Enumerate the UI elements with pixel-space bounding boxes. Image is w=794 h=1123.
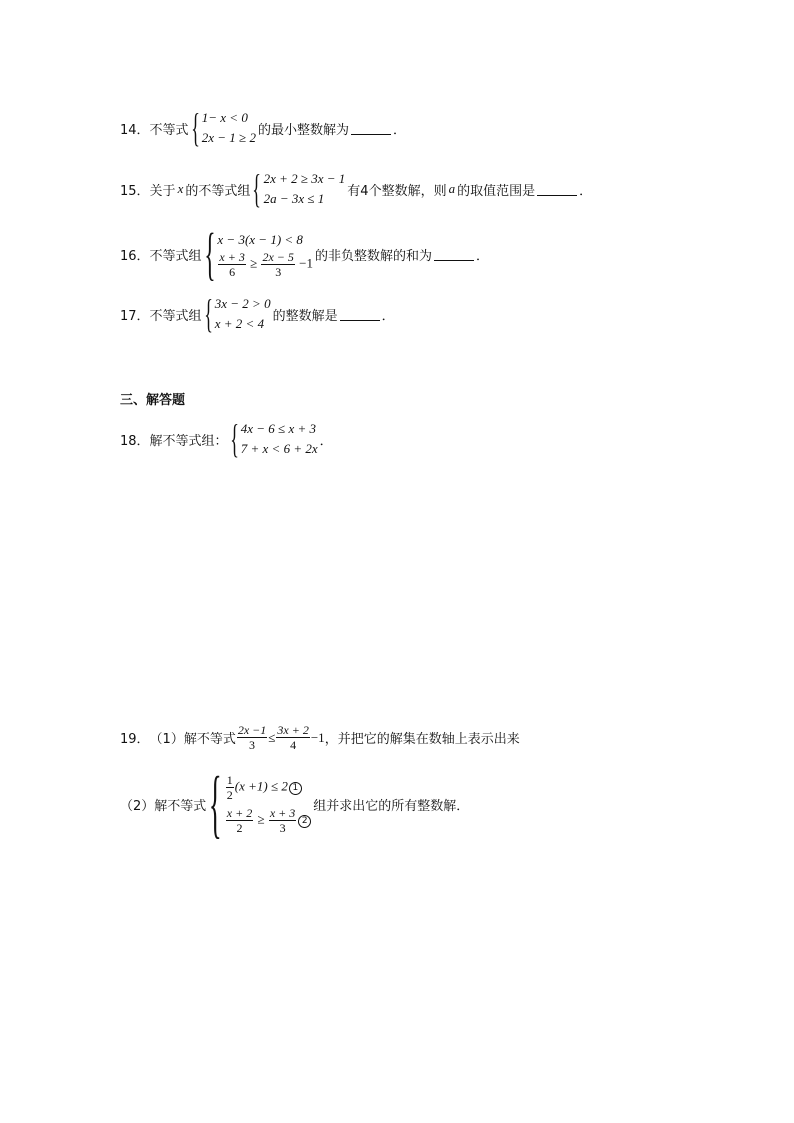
question-text: 的最小整数解为	[257, 122, 349, 138]
fraction	[218, 250, 245, 279]
system-line: x − 3(x − 1) < 8	[217, 231, 303, 247]
left-brace: {	[209, 762, 222, 846]
system-line: 7 + x < 6 + 2x	[240, 441, 318, 456]
question-text: 的整数解是	[272, 308, 338, 324]
left-brace: {	[203, 221, 216, 286]
inequality-system	[190, 105, 256, 150]
variable: a	[448, 181, 456, 196]
question-text: 关于	[149, 183, 176, 199]
operator: ≤	[268, 729, 276, 745]
question-text: 解不等式组：	[149, 433, 228, 449]
question-19-part-1	[120, 723, 520, 752]
inequality-system	[207, 762, 311, 846]
question-text: 的非负整数解的和为	[315, 248, 433, 264]
numerator: 2x −1	[237, 723, 267, 737]
left-brace: {	[203, 291, 213, 336]
numerator: x + 3	[219, 249, 245, 264]
question-text: 组并求出它的所有整数解．	[313, 798, 470, 814]
denominator: 3	[249, 738, 256, 752]
question-number: 14．	[120, 122, 150, 138]
period: ．	[476, 248, 490, 264]
system-line: x + 2 < 4	[214, 316, 265, 331]
question-text: 的取值范围是	[457, 183, 536, 199]
operator: ≥	[257, 811, 265, 827]
question-number: 17．	[120, 308, 150, 324]
expression: −1	[299, 254, 314, 270]
question-text: ，并把它的解集在数轴上表示出来	[324, 732, 520, 747]
question-text: 不等式	[149, 122, 189, 138]
question-text: 有4个整数解，则	[347, 183, 447, 199]
system-line: 2a − 3x ≤ 1	[263, 191, 325, 206]
operator: ≥	[250, 254, 258, 270]
system-line	[224, 806, 312, 835]
period: ．	[381, 308, 395, 324]
question-16	[120, 221, 490, 286]
denominator: 3	[275, 264, 282, 279]
system-line: 2x + 2 ≥ 3x − 1	[263, 171, 346, 186]
question-text: （1）解不等式	[149, 732, 236, 747]
denominator: 6	[229, 264, 236, 279]
variable: x	[177, 181, 184, 196]
denominator: 4	[290, 738, 297, 752]
question-text: 不等式组	[149, 308, 202, 324]
answer-blank[interactable]	[537, 183, 577, 196]
system-line	[224, 773, 312, 802]
fraction	[226, 806, 253, 835]
left-brace: {	[252, 166, 262, 211]
system-line	[216, 250, 313, 279]
question-15	[120, 166, 593, 211]
fraction	[226, 773, 234, 802]
answer-blank[interactable]	[434, 248, 474, 261]
fraction	[269, 806, 296, 835]
denominator: 3	[279, 821, 286, 835]
left-brace: {	[190, 105, 200, 150]
denominator: 2	[226, 788, 233, 802]
question-19-part-2	[120, 762, 470, 846]
question-number: 16．	[120, 248, 150, 264]
question-number: 15．	[120, 183, 150, 199]
expression: (x +1) ≤ 2	[234, 778, 288, 794]
inequality-system	[251, 166, 346, 211]
period: ．	[319, 433, 333, 449]
numerator: 2x − 5	[262, 249, 294, 264]
question-number: 19．	[120, 732, 150, 747]
circled-number: 2	[298, 815, 311, 828]
numerator: 3x + 2	[277, 723, 309, 737]
section-heading: 三、解答题	[120, 393, 186, 408]
period: ．	[392, 122, 406, 138]
question-18	[120, 416, 333, 461]
question-text: 的不等式组	[185, 183, 251, 199]
fraction	[261, 250, 294, 279]
question-17	[120, 291, 395, 336]
circled-number: 1	[289, 782, 302, 795]
system-line: 2x − 1 ≥ 2	[201, 130, 256, 145]
period: ．	[579, 183, 593, 199]
denominator: 2	[236, 821, 243, 835]
system-line: 3x − 2 > 0	[214, 296, 271, 311]
inequality-system	[203, 291, 271, 336]
fraction	[276, 723, 309, 752]
expression: −1	[310, 729, 325, 745]
system-line: 4x − 6 ≤ x + 3	[240, 421, 316, 436]
answer-blank[interactable]	[351, 122, 391, 135]
answer-blank[interactable]	[340, 308, 380, 321]
question-14	[120, 105, 406, 150]
inequality-system	[229, 416, 318, 461]
fraction	[237, 723, 267, 752]
numerator: x + 2	[226, 806, 253, 820]
system-line: 1− x < 0	[201, 110, 248, 125]
question-text: （2）解不等式	[120, 798, 207, 814]
numerator: x + 3	[269, 806, 296, 820]
inequality-system	[203, 221, 314, 286]
question-text: 不等式组	[149, 248, 202, 264]
question-number: 18．	[120, 433, 150, 449]
left-brace: {	[229, 416, 239, 461]
numerator: 1	[226, 773, 233, 787]
